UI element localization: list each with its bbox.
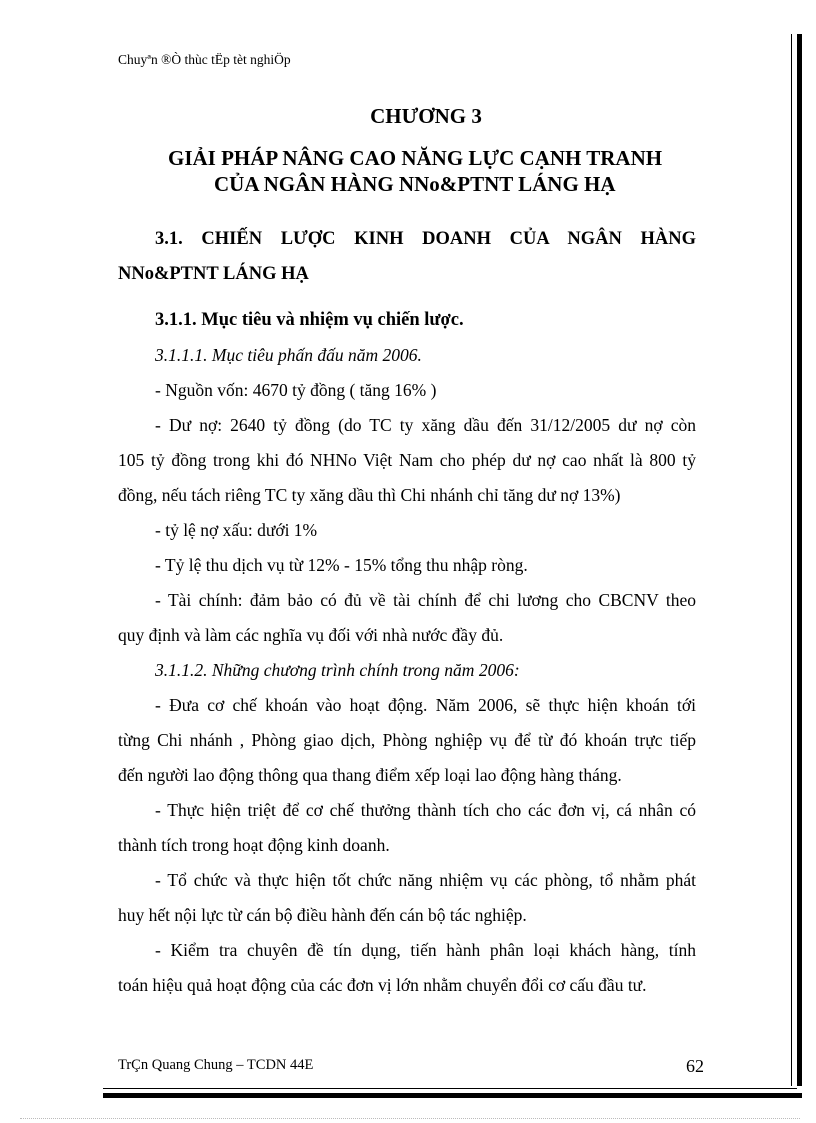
paragraph-inspection-line-1: - Kiểm tra chuyên đề tín dụng, tiến hành phân loại khách hàng, tính bbox=[155, 940, 696, 960]
paragraph-contract-line-2: từng Chi nhánh , Phòng giao dịch, Phòng nghiệp vụ để từ đó khoán trực tiếp bbox=[118, 730, 696, 750]
paragraph-organize-line-1: - Tổ chức và thực hiện tốt chức năng nhiệm vụ các phòng, tổ nhằm phát bbox=[155, 870, 696, 890]
paragraph-organize-line-2: huy hết nội lực từ cán bộ điều hành đến cán bộ tác nghiệp. bbox=[118, 905, 527, 925]
paragraph-contract-line-3: đến người lao động thông qua thang điểm xếp loại lao động hàng tháng. bbox=[118, 765, 622, 785]
page-edge-dotted-line bbox=[20, 1118, 800, 1119]
paragraph-finance-line-2: quy định và làm các nghĩa vụ đối với nhà nước đầy đủ. bbox=[118, 625, 504, 645]
page-border-right-inner bbox=[791, 34, 792, 1086]
running-footer-author: TrÇn Quang Chung – TCDN 44E bbox=[118, 1057, 314, 1073]
paragraph-reward-line-2: thành tích trong hoạt động kinh doanh. bbox=[118, 835, 390, 855]
section-heading-line-1: 3.1. CHIẾN LƯỢC KINH DOANH CỦA NGÂN HÀNG bbox=[155, 229, 696, 249]
page-border-bottom-inner bbox=[103, 1088, 797, 1089]
paragraph-credit-line-3: đồng, nếu tách riêng TC ty xăng dầu thì Chi nhánh chỉ tăng dư nợ 13%) bbox=[118, 485, 621, 505]
paragraph-contract-line-1: - Đưa cơ chế khoán vào hoạt động. Năm 2006, sẽ thực hiện khoán tới bbox=[155, 695, 696, 715]
subsection-heading-3-1-1: 3.1.1. Mục tiêu và nhiệm vụ chiến lược. bbox=[155, 310, 464, 330]
paragraph-credit-line-2: 105 tỷ đồng trong khi đó NHNo Việt Nam cho phép dư nợ cao nhất là 800 tỷ bbox=[118, 450, 696, 470]
paragraph-credit-line-1: - Dư nợ: 2640 tỷ đồng (do TC ty xăng dầu đến 31/12/2005 dư nợ còn bbox=[155, 415, 696, 435]
subsubsection-heading-3-1-1-1: 3.1.1.1. Mục tiêu phấn đấu năm 2006. bbox=[155, 345, 422, 365]
chapter-title-line-1: GIẢI PHÁP NÂNG CAO NĂNG LỰC CẠNH TRANH bbox=[168, 146, 663, 170]
paragraph-bad-debt: - tỷ lệ nợ xấu: dưới 1% bbox=[155, 520, 318, 540]
paragraph-service-revenue: - Tỷ lệ thu dịch vụ từ 12% - 15% tổng thu nhập ròng. bbox=[155, 555, 528, 575]
paragraph-finance-line-1: - Tài chính: đảm bảo có đủ về tài chính để chi lương cho CBCNV theo bbox=[155, 590, 696, 610]
page-border-right bbox=[797, 34, 802, 1086]
running-header: Chuyªn ®Ò thùc tËp tèt nghiÖp bbox=[118, 52, 291, 67]
paragraph-reward-line-1: - Thực hiện triệt để cơ chế thưởng thành tích cho các đơn vị, cá nhân có bbox=[155, 800, 696, 820]
chapter-title-line-2: CỦA NGÂN HÀNG NNo&PTNT LÁNG HẠ bbox=[214, 172, 616, 196]
subsubsection-heading-3-1-1-2: 3.1.1.2. Những chương trình chính trong năm 2006: bbox=[155, 660, 520, 680]
paragraph-inspection-line-2: toán hiệu quả hoạt động của các đơn vị lớn nhằm chuyển đổi cơ cấu đầu tư. bbox=[118, 975, 647, 995]
paragraph-capital: - Nguồn vốn: 4670 tỷ đồng ( tăng 16% ) bbox=[155, 380, 437, 400]
section-heading-3-1 bbox=[118, 222, 696, 292]
body-text bbox=[118, 303, 696, 1003]
page-number: 62 bbox=[686, 1056, 704, 1076]
section-heading-line-2: NNo&PTNT LÁNG HẠ bbox=[118, 264, 309, 284]
page-border-bottom bbox=[103, 1093, 802, 1098]
chapter-heading: CHƯƠNG 3 bbox=[370, 104, 482, 128]
